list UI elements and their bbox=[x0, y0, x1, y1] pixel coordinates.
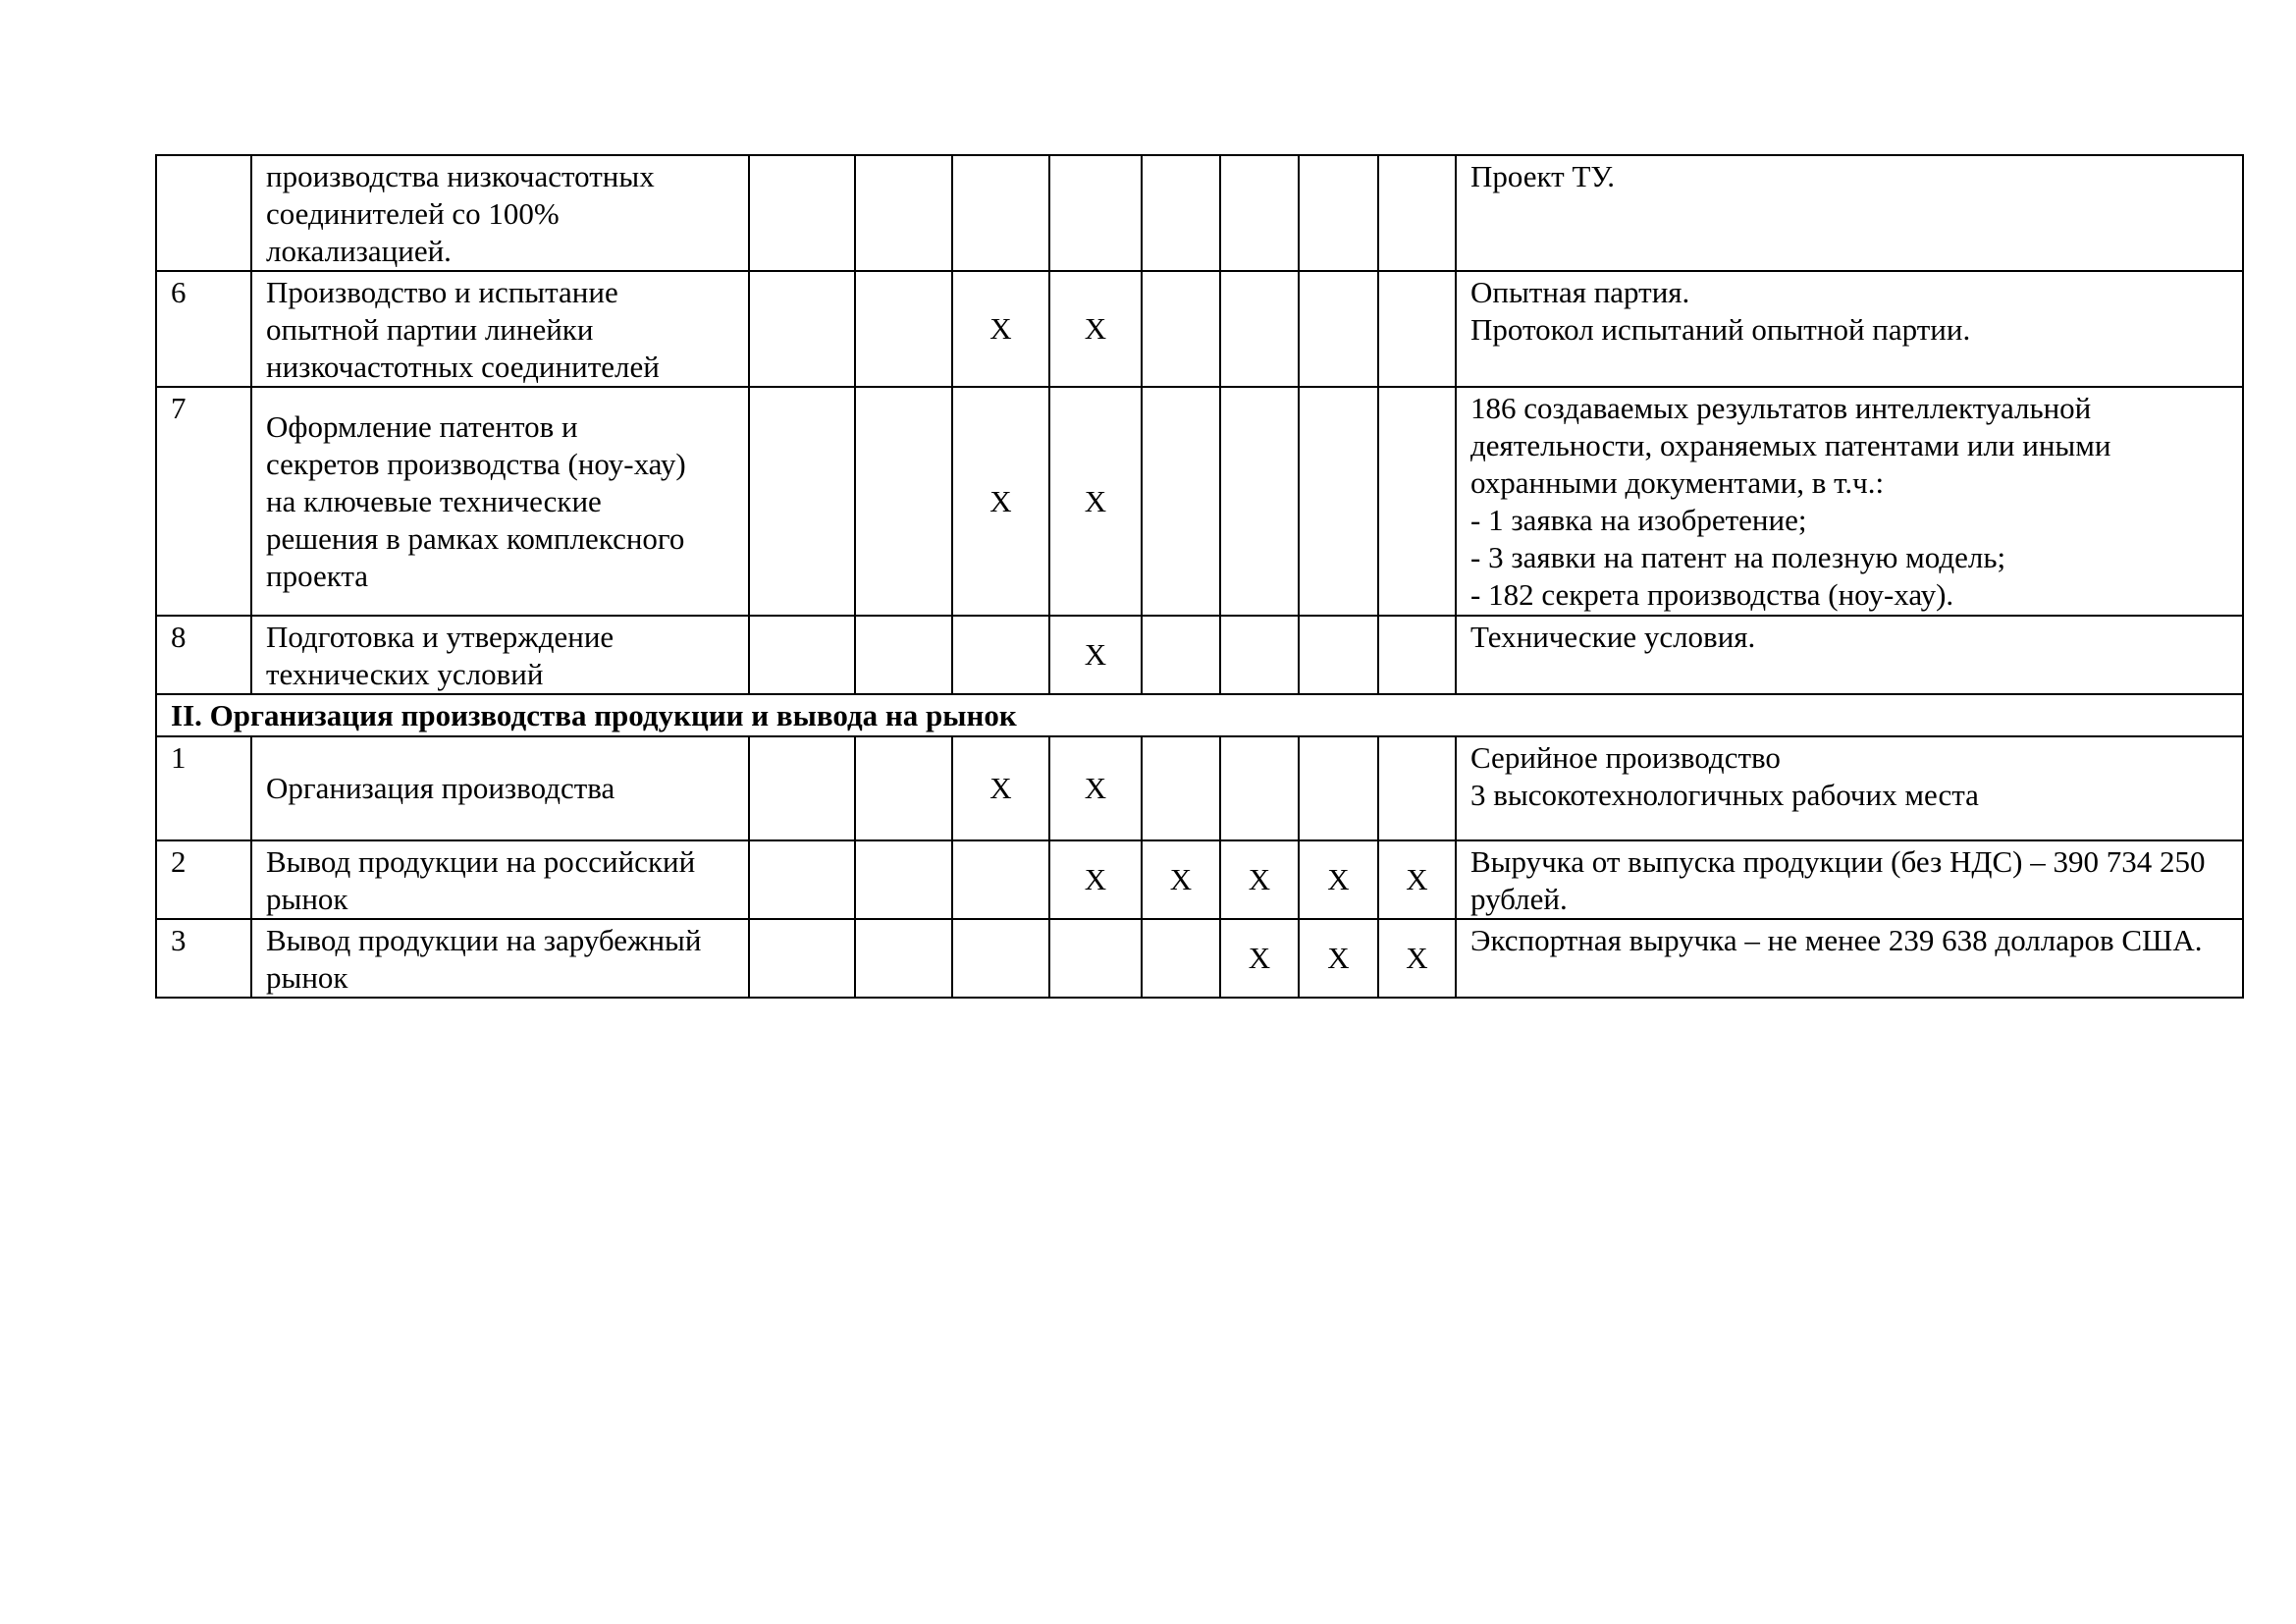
task-name bbox=[251, 271, 749, 387]
period-mark: X bbox=[1049, 387, 1142, 616]
task-name-line: Оформление патентов и bbox=[266, 408, 578, 444]
row-number: 8 bbox=[156, 616, 251, 694]
period-mark bbox=[1142, 271, 1220, 387]
task-result bbox=[1456, 616, 2243, 694]
period-mark bbox=[1378, 387, 1456, 616]
task-name bbox=[251, 919, 749, 998]
row-number: 7 bbox=[156, 387, 251, 616]
period-mark bbox=[1299, 616, 1378, 694]
period-mark: X bbox=[1142, 840, 1220, 919]
result-line: рублей. bbox=[1470, 882, 1568, 916]
period-mark bbox=[1378, 736, 1456, 840]
period-mark bbox=[749, 155, 855, 271]
period-mark bbox=[952, 840, 1049, 919]
period-mark bbox=[749, 840, 855, 919]
task-name-line: опытной партии линейки bbox=[266, 312, 594, 347]
table-row bbox=[156, 616, 2243, 694]
period-mark bbox=[749, 616, 855, 694]
period-mark bbox=[952, 919, 1049, 998]
period-mark: X bbox=[1220, 919, 1299, 998]
result-line: охранными документами, в т.ч.: bbox=[1470, 465, 1885, 500]
task-result bbox=[1456, 840, 2243, 919]
task-name-line: Производство и испытание bbox=[266, 275, 618, 309]
period-mark bbox=[952, 616, 1049, 694]
task-name-line: низкочастотных соединителей bbox=[266, 350, 660, 384]
task-name-line: Вывод продукции на российский bbox=[266, 844, 696, 879]
period-mark: X bbox=[1049, 616, 1142, 694]
period-mark bbox=[1049, 155, 1142, 271]
period-mark bbox=[1220, 387, 1299, 616]
task-name-line: локализацией. bbox=[266, 234, 452, 268]
task-name bbox=[251, 840, 749, 919]
task-name-line: секретов производства (ноу-хау) bbox=[266, 446, 686, 481]
period-mark: X bbox=[1378, 919, 1456, 998]
result-line: Опытная партия. bbox=[1470, 275, 1690, 309]
period-mark bbox=[855, 271, 952, 387]
result-line: - 1 заявка на изобретение; bbox=[1470, 503, 1807, 537]
period-mark: X bbox=[1049, 840, 1142, 919]
period-mark: X bbox=[952, 387, 1049, 616]
period-mark bbox=[1299, 155, 1378, 271]
period-mark bbox=[855, 919, 952, 998]
task-result bbox=[1456, 736, 2243, 840]
period-mark bbox=[749, 919, 855, 998]
period-mark bbox=[855, 840, 952, 919]
period-mark bbox=[855, 736, 952, 840]
task-result bbox=[1456, 387, 2243, 616]
result-line: деятельности, охраняемых патентами или иными bbox=[1470, 428, 2111, 462]
task-name-line: Вывод продукции на зарубежный bbox=[266, 923, 702, 957]
task-name-line: рынок bbox=[266, 960, 348, 995]
table-row bbox=[156, 840, 2243, 919]
period-mark bbox=[1142, 736, 1220, 840]
period-mark bbox=[1299, 387, 1378, 616]
period-mark bbox=[1220, 271, 1299, 387]
row-number: 2 bbox=[156, 840, 251, 919]
result-line: Технические условия. bbox=[1470, 620, 1756, 654]
task-name-line: Организация производства bbox=[266, 771, 615, 805]
task-name bbox=[251, 736, 749, 840]
result-line: 3 высокотехнологичных рабочих места bbox=[1470, 778, 1979, 812]
task-name-line: проекта bbox=[266, 558, 369, 593]
period-mark bbox=[1142, 919, 1220, 998]
period-mark bbox=[1378, 155, 1456, 271]
period-mark: X bbox=[1049, 736, 1142, 840]
result-line: - 182 секрета производства (ноу-хау). bbox=[1470, 577, 1954, 612]
row-number: 6 bbox=[156, 271, 251, 387]
task-name bbox=[251, 155, 749, 271]
task-result bbox=[1456, 155, 2243, 271]
period-mark bbox=[1378, 616, 1456, 694]
row-number bbox=[156, 155, 251, 271]
task-result bbox=[1456, 271, 2243, 387]
period-mark bbox=[1220, 736, 1299, 840]
section-header-row bbox=[156, 694, 2243, 736]
result-line: Экспортная выручка – не менее 239 638 долларов США. bbox=[1470, 923, 2203, 957]
result-line: Проект ТУ. bbox=[1470, 159, 1616, 193]
table-row bbox=[156, 155, 2243, 271]
period-mark bbox=[855, 155, 952, 271]
period-mark bbox=[1142, 387, 1220, 616]
task-name-line: соединителей со 100% bbox=[266, 196, 560, 231]
result-line: Выручка от выпуска продукции (без НДС) – 390 734 250 bbox=[1470, 844, 2206, 879]
work-plan-table bbox=[155, 154, 2244, 999]
row-number: 3 bbox=[156, 919, 251, 998]
task-name bbox=[251, 387, 749, 616]
table-row bbox=[156, 736, 2243, 840]
task-name-line: производства низкочастотных bbox=[266, 159, 655, 193]
period-mark: X bbox=[952, 271, 1049, 387]
period-mark bbox=[1299, 736, 1378, 840]
period-mark bbox=[1142, 616, 1220, 694]
period-mark bbox=[1142, 155, 1220, 271]
table-row bbox=[156, 919, 2243, 998]
period-mark: X bbox=[1049, 271, 1142, 387]
task-name-line: Подготовка и утверждение bbox=[266, 620, 614, 654]
period-mark bbox=[749, 271, 855, 387]
period-mark bbox=[855, 616, 952, 694]
task-result bbox=[1456, 919, 2243, 998]
task-name-line: рынок bbox=[266, 882, 348, 916]
task-name bbox=[251, 616, 749, 694]
task-name-line: технических условий bbox=[266, 657, 544, 691]
period-mark bbox=[1220, 616, 1299, 694]
period-mark bbox=[855, 387, 952, 616]
row-number: 1 bbox=[156, 736, 251, 840]
period-mark bbox=[1299, 271, 1378, 387]
period-mark bbox=[1220, 155, 1299, 271]
period-mark: X bbox=[1299, 840, 1378, 919]
period-mark bbox=[1378, 271, 1456, 387]
result-line: - 3 заявки на патент на полезную модель; bbox=[1470, 540, 2006, 574]
task-name-line: на ключевые технические bbox=[266, 483, 602, 518]
period-mark bbox=[1049, 919, 1142, 998]
table-row bbox=[156, 387, 2243, 616]
period-mark bbox=[749, 387, 855, 616]
period-mark bbox=[952, 155, 1049, 271]
period-mark: X bbox=[952, 736, 1049, 840]
table-row bbox=[156, 271, 2243, 387]
result-line: Серийное производство bbox=[1470, 740, 1781, 775]
task-name-line: решения в рамках комплексного bbox=[266, 520, 685, 556]
period-mark: X bbox=[1378, 840, 1456, 919]
period-mark bbox=[749, 736, 855, 840]
section-title: II. Организация производства продукции и вывода на рынок bbox=[156, 694, 2243, 736]
period-mark: X bbox=[1220, 840, 1299, 919]
result-line: Протокол испытаний опытной партии. bbox=[1470, 312, 1971, 347]
period-mark: X bbox=[1299, 919, 1378, 998]
result-line: 186 создаваемых результатов интеллектуальной bbox=[1470, 391, 2092, 425]
